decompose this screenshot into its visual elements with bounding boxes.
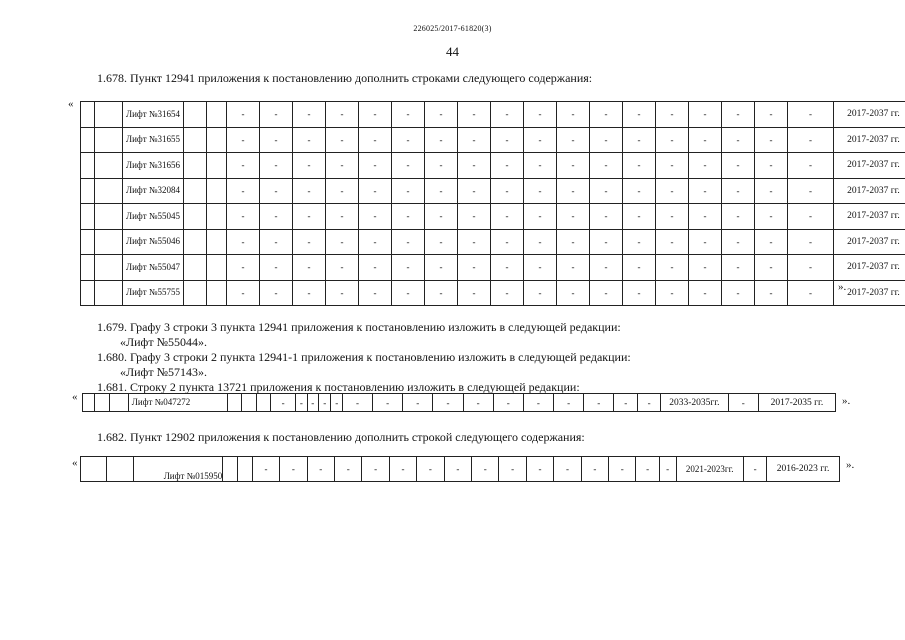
dash-cell: - xyxy=(590,280,623,306)
cell-blank xyxy=(207,153,227,179)
cell-blank xyxy=(95,178,123,204)
item-1-681-text: 1.681. Строку 2 пункта 13721 приложения к постановлению изложить в следующей редакции: xyxy=(97,380,580,394)
dash-cell: - xyxy=(293,280,326,306)
dash-cell: - xyxy=(326,204,359,230)
dash-cell: - xyxy=(656,255,689,281)
dash-cell: - xyxy=(554,457,581,482)
dash-cell: - xyxy=(623,178,656,204)
dash-cell: - xyxy=(227,178,260,204)
cell-blank xyxy=(184,153,207,179)
dash-cell: - xyxy=(689,178,722,204)
dash-cell: - xyxy=(260,255,293,281)
dash-cell: - xyxy=(656,280,689,306)
period-cell: 2017-2037 гг. xyxy=(834,153,905,179)
dash-cell: - xyxy=(659,457,676,482)
cell-blank xyxy=(242,394,257,412)
table-row xyxy=(81,102,905,128)
dash-cell: - xyxy=(359,153,392,179)
dash-cell: - xyxy=(359,255,392,281)
table-item-13721-row2 xyxy=(82,393,836,412)
dash-cell: - xyxy=(280,457,307,482)
dash-cell: - xyxy=(359,204,392,230)
dash-cell: - xyxy=(307,394,318,412)
lift-name-cell: Лифт №32084 xyxy=(123,178,184,204)
dash-cell: - xyxy=(524,280,557,306)
dash-cell: - xyxy=(557,280,590,306)
period-cell: 2017-2037 гг. xyxy=(834,127,905,153)
cell-blank xyxy=(207,229,227,255)
dash-cell: - xyxy=(554,394,584,412)
dash-cell: - xyxy=(557,255,590,281)
dash-cell: - xyxy=(392,178,425,204)
dash-cell: - xyxy=(722,102,755,128)
cell-blank xyxy=(184,204,207,230)
document-code: 226025/2017-61820(3) xyxy=(413,24,492,33)
cell-blank xyxy=(95,280,123,306)
dash-cell: - xyxy=(227,255,260,281)
dash-cell: - xyxy=(623,102,656,128)
dash-cell: - xyxy=(689,229,722,255)
item-1-679-text: 1.679. Графу 3 строки 3 пункта 12941 приложения к постановлению изложить в следующей редакции: xyxy=(97,320,621,334)
dash-cell: - xyxy=(788,280,834,306)
cell-blank xyxy=(227,394,242,412)
dash-cell: - xyxy=(359,280,392,306)
table-row xyxy=(83,394,836,412)
dash-cell: - xyxy=(260,229,293,255)
cell-blank xyxy=(207,102,227,128)
table-row xyxy=(81,255,905,281)
dash-cell: - xyxy=(326,255,359,281)
dash-cell: - xyxy=(296,394,307,412)
dash-cell: - xyxy=(389,457,416,482)
dash-cell: - xyxy=(590,204,623,230)
period-cell: 2017-2037 гг. xyxy=(834,102,905,128)
dash-cell: - xyxy=(623,229,656,255)
cell-blank xyxy=(207,280,227,306)
dash-cell: - xyxy=(788,255,834,281)
dash-cell: - xyxy=(392,204,425,230)
dash-cell: - xyxy=(326,127,359,153)
dash-cell: - xyxy=(359,102,392,128)
table-row xyxy=(81,457,840,482)
dash-cell: - xyxy=(656,102,689,128)
dash-cell: - xyxy=(319,394,331,412)
cell-blank xyxy=(207,255,227,281)
dash-cell: - xyxy=(656,229,689,255)
dash-cell: - xyxy=(614,394,638,412)
dash-cell: - xyxy=(359,178,392,204)
cell-blank xyxy=(238,457,253,482)
dash-cell: - xyxy=(392,102,425,128)
dash-cell: - xyxy=(493,394,523,412)
dash-cell: - xyxy=(590,127,623,153)
dash-cell: - xyxy=(260,178,293,204)
dash-cell: - xyxy=(392,229,425,255)
dash-cell: - xyxy=(722,255,755,281)
dash-cell: - xyxy=(335,457,362,482)
dash-cell: - xyxy=(524,153,557,179)
dash-cell: - xyxy=(293,127,326,153)
cell-blank xyxy=(81,457,107,482)
dash-cell: - xyxy=(722,153,755,179)
dash-cell: - xyxy=(584,394,614,412)
item-1-680-value: «Лифт №57143». xyxy=(120,365,208,379)
dash-cell: - xyxy=(581,457,608,482)
dash-cell: - xyxy=(260,204,293,230)
cell-blank xyxy=(95,255,123,281)
dash-cell: - xyxy=(326,153,359,179)
lift-name-cell: Лифт №31656 xyxy=(123,153,184,179)
dash-cell: - xyxy=(458,153,491,179)
cell-blank xyxy=(95,229,123,255)
dash-cell: - xyxy=(458,280,491,306)
dash-cell: - xyxy=(689,280,722,306)
dash-cell: - xyxy=(788,204,834,230)
dash-cell: - xyxy=(689,153,722,179)
dash-cell: - xyxy=(755,127,788,153)
dash-cell: - xyxy=(590,153,623,179)
dash-cell: - xyxy=(472,457,499,482)
dash-cell: - xyxy=(788,229,834,255)
dash-cell: - xyxy=(293,153,326,179)
dash-cell: - xyxy=(788,178,834,204)
dash-cell: - xyxy=(557,229,590,255)
dash-cell: - xyxy=(524,204,557,230)
dash-cell: - xyxy=(392,127,425,153)
dash-cell: - xyxy=(524,229,557,255)
dash-cell: - xyxy=(326,280,359,306)
dash-cell: - xyxy=(557,204,590,230)
table-row xyxy=(81,153,905,179)
lift-name-cell: Лифт №31654 xyxy=(123,102,184,128)
dash-cell: - xyxy=(260,127,293,153)
table-row xyxy=(81,127,905,153)
dash-cell: - xyxy=(293,255,326,281)
page-number: 44 xyxy=(446,44,459,59)
dash-cell: - xyxy=(403,394,433,412)
dash-cell: - xyxy=(293,178,326,204)
dash-cell: - xyxy=(491,280,524,306)
dash-cell: - xyxy=(755,255,788,281)
dash-cell: - xyxy=(623,153,656,179)
dash-cell: - xyxy=(392,280,425,306)
close-quote-table3: ». xyxy=(846,459,855,471)
dash-cell: - xyxy=(491,102,524,128)
item-1-680-text: 1.680. Графу 3 строки 2 пункта 12941-1 приложения к постановлению изложить в следующей редакции: xyxy=(97,350,631,364)
open-quote-table3: « xyxy=(72,457,78,469)
cell-blank xyxy=(184,229,207,255)
close-quote-table2: ». xyxy=(842,395,851,407)
item-1-678-text: 1.678. Пункт 12941 приложения к постановлению дополнить строками следующего содержания: xyxy=(97,71,593,85)
dash-cell: - xyxy=(656,127,689,153)
dash-cell: - xyxy=(689,102,722,128)
cell-blank xyxy=(95,204,123,230)
dash-cell: - xyxy=(623,255,656,281)
dash-cell: - xyxy=(755,153,788,179)
dash-cell: - xyxy=(590,229,623,255)
dash-cell: - xyxy=(788,153,834,179)
dash-cell: - xyxy=(623,280,656,306)
dash-cell: - xyxy=(425,127,458,153)
cell-blank xyxy=(207,127,227,153)
dash-cell: - xyxy=(722,127,755,153)
dash-cell: - xyxy=(722,280,755,306)
dash-cell: - xyxy=(609,457,636,482)
dash-cell: - xyxy=(425,280,458,306)
period-cell: 2017-2037 гг. xyxy=(834,280,905,306)
dash-cell: - xyxy=(722,178,755,204)
cell-blank xyxy=(184,178,207,204)
dash-cell: - xyxy=(557,153,590,179)
period-cell: 2033-2035гг. xyxy=(661,394,729,412)
cell-blank xyxy=(81,204,95,230)
dash-cell: - xyxy=(689,255,722,281)
cell-blank xyxy=(95,153,123,179)
dash-cell: - xyxy=(590,102,623,128)
cell-blank xyxy=(184,255,207,281)
dash-cell: - xyxy=(755,280,788,306)
cell-blank xyxy=(107,457,133,482)
dash-cell: - xyxy=(491,255,524,281)
dash-cell: - xyxy=(458,204,491,230)
period-cell: 2017-2037 гг. xyxy=(834,204,905,230)
cell-blank xyxy=(81,153,95,179)
dash-cell: - xyxy=(271,394,296,412)
dash-cell: - xyxy=(526,457,553,482)
dash-cell: - xyxy=(463,394,493,412)
cell-blank xyxy=(81,102,95,128)
cell-blank xyxy=(184,127,207,153)
cell-blank xyxy=(184,280,207,306)
cell-blank xyxy=(110,394,129,412)
dash-cell: - xyxy=(227,204,260,230)
dash-cell: - xyxy=(788,127,834,153)
dash-cell: - xyxy=(689,127,722,153)
dash-cell: - xyxy=(743,457,766,482)
dash-cell: - xyxy=(524,102,557,128)
dash-cell: - xyxy=(392,255,425,281)
dash-cell: - xyxy=(656,204,689,230)
dash-cell: - xyxy=(260,280,293,306)
dash-cell: - xyxy=(491,229,524,255)
dash-cell: - xyxy=(458,178,491,204)
dash-cell: - xyxy=(636,457,659,482)
lift-name-cell: Лифт №31655 xyxy=(123,127,184,153)
table-row xyxy=(81,204,905,230)
item-1-679-value: «Лифт №55044». xyxy=(120,335,208,349)
lift-name-cell: Лифт №55755 xyxy=(123,280,184,306)
dash-cell: - xyxy=(425,204,458,230)
dash-cell: - xyxy=(326,229,359,255)
dash-cell: - xyxy=(425,229,458,255)
cell-blank xyxy=(223,457,238,482)
cell-blank xyxy=(256,394,271,412)
dash-cell: - xyxy=(523,394,553,412)
dash-cell: - xyxy=(656,178,689,204)
dash-cell: - xyxy=(307,457,334,482)
cell-blank xyxy=(207,204,227,230)
dash-cell: - xyxy=(433,394,463,412)
dash-cell: - xyxy=(227,102,260,128)
open-quote-table1: « xyxy=(68,98,74,110)
dash-cell: - xyxy=(359,229,392,255)
dash-cell: - xyxy=(638,394,661,412)
table-item-12902-addition xyxy=(80,456,840,482)
period-cell: 2021-2023гг. xyxy=(676,457,743,482)
dash-cell: - xyxy=(417,457,444,482)
dash-cell: - xyxy=(293,102,326,128)
dash-cell: - xyxy=(499,457,526,482)
lift-name-cell: Лифт №55045 xyxy=(123,204,184,230)
dash-cell: - xyxy=(227,153,260,179)
dash-cell: - xyxy=(425,178,458,204)
cell-blank xyxy=(95,102,123,128)
dash-cell: - xyxy=(293,229,326,255)
period-cell: 2016-2023 гг. xyxy=(767,457,840,482)
dash-cell: - xyxy=(722,204,755,230)
dash-cell: - xyxy=(722,229,755,255)
cell-blank xyxy=(81,229,95,255)
dash-cell: - xyxy=(590,255,623,281)
dash-cell: - xyxy=(293,204,326,230)
dash-cell: - xyxy=(227,127,260,153)
period-cell: 2017-2035 гг. xyxy=(758,394,835,412)
dash-cell: - xyxy=(755,204,788,230)
table-row xyxy=(81,280,905,306)
period-cell: 2017-2037 гг. xyxy=(834,178,905,204)
open-quote-table2: « xyxy=(72,391,78,403)
period-cell: 2017-2037 гг. xyxy=(834,229,905,255)
lift-name-cell: Лифт №015950 xyxy=(133,457,223,482)
dash-cell: - xyxy=(227,229,260,255)
cell-blank xyxy=(95,394,110,412)
dash-cell: - xyxy=(623,127,656,153)
cell-blank xyxy=(81,255,95,281)
cell-blank xyxy=(184,102,207,128)
cell-blank xyxy=(81,280,95,306)
dash-cell: - xyxy=(524,127,557,153)
dash-cell: - xyxy=(326,178,359,204)
dash-cell: - xyxy=(425,153,458,179)
dash-cell: - xyxy=(444,457,471,482)
dash-cell: - xyxy=(590,178,623,204)
dash-cell: - xyxy=(788,102,834,128)
dash-cell: - xyxy=(491,178,524,204)
dash-cell: - xyxy=(524,178,557,204)
dash-cell: - xyxy=(623,204,656,230)
dash-cell: - xyxy=(260,153,293,179)
dash-cell: - xyxy=(689,204,722,230)
lift-name-cell: Лифт №047272 xyxy=(128,394,227,412)
dash-cell: - xyxy=(728,394,758,412)
dash-cell: - xyxy=(491,153,524,179)
dash-cell: - xyxy=(491,127,524,153)
lift-name-cell: Лифт №55047 xyxy=(123,255,184,281)
dash-cell: - xyxy=(656,153,689,179)
item-1-682-text: 1.682. Пункт 12902 приложения к постановлению дополнить строкой следующего содержания: xyxy=(97,430,585,444)
table-row xyxy=(81,229,905,255)
dash-cell: - xyxy=(755,102,788,128)
dash-cell: - xyxy=(362,457,389,482)
table-item-12941-additions xyxy=(80,101,905,306)
dash-cell: - xyxy=(458,102,491,128)
dash-cell: - xyxy=(458,255,491,281)
period-cell: 2017-2037 гг. xyxy=(834,255,905,281)
dash-cell: - xyxy=(392,153,425,179)
cell-blank xyxy=(207,178,227,204)
dash-cell: - xyxy=(425,255,458,281)
close-quote-table1: ». xyxy=(838,281,847,293)
dash-cell: - xyxy=(557,127,590,153)
dash-cell: - xyxy=(425,102,458,128)
dash-cell: - xyxy=(755,178,788,204)
dash-cell: - xyxy=(557,102,590,128)
dash-cell: - xyxy=(359,127,392,153)
dash-cell: - xyxy=(331,394,342,412)
dash-cell: - xyxy=(227,280,260,306)
dash-cell: - xyxy=(755,229,788,255)
dash-cell: - xyxy=(458,127,491,153)
dash-cell: - xyxy=(342,394,372,412)
dash-cell: - xyxy=(260,102,293,128)
dash-cell: - xyxy=(458,229,491,255)
table-row xyxy=(81,178,905,204)
lift-name-cell: Лифт №55046 xyxy=(123,229,184,255)
cell-blank xyxy=(81,178,95,204)
dash-cell: - xyxy=(524,255,557,281)
dash-cell: - xyxy=(373,394,403,412)
dash-cell: - xyxy=(557,178,590,204)
dash-cell: - xyxy=(491,204,524,230)
dash-cell: - xyxy=(326,102,359,128)
cell-blank xyxy=(81,127,95,153)
cell-blank xyxy=(83,394,95,412)
dash-cell: - xyxy=(252,457,279,482)
cell-blank xyxy=(95,127,123,153)
